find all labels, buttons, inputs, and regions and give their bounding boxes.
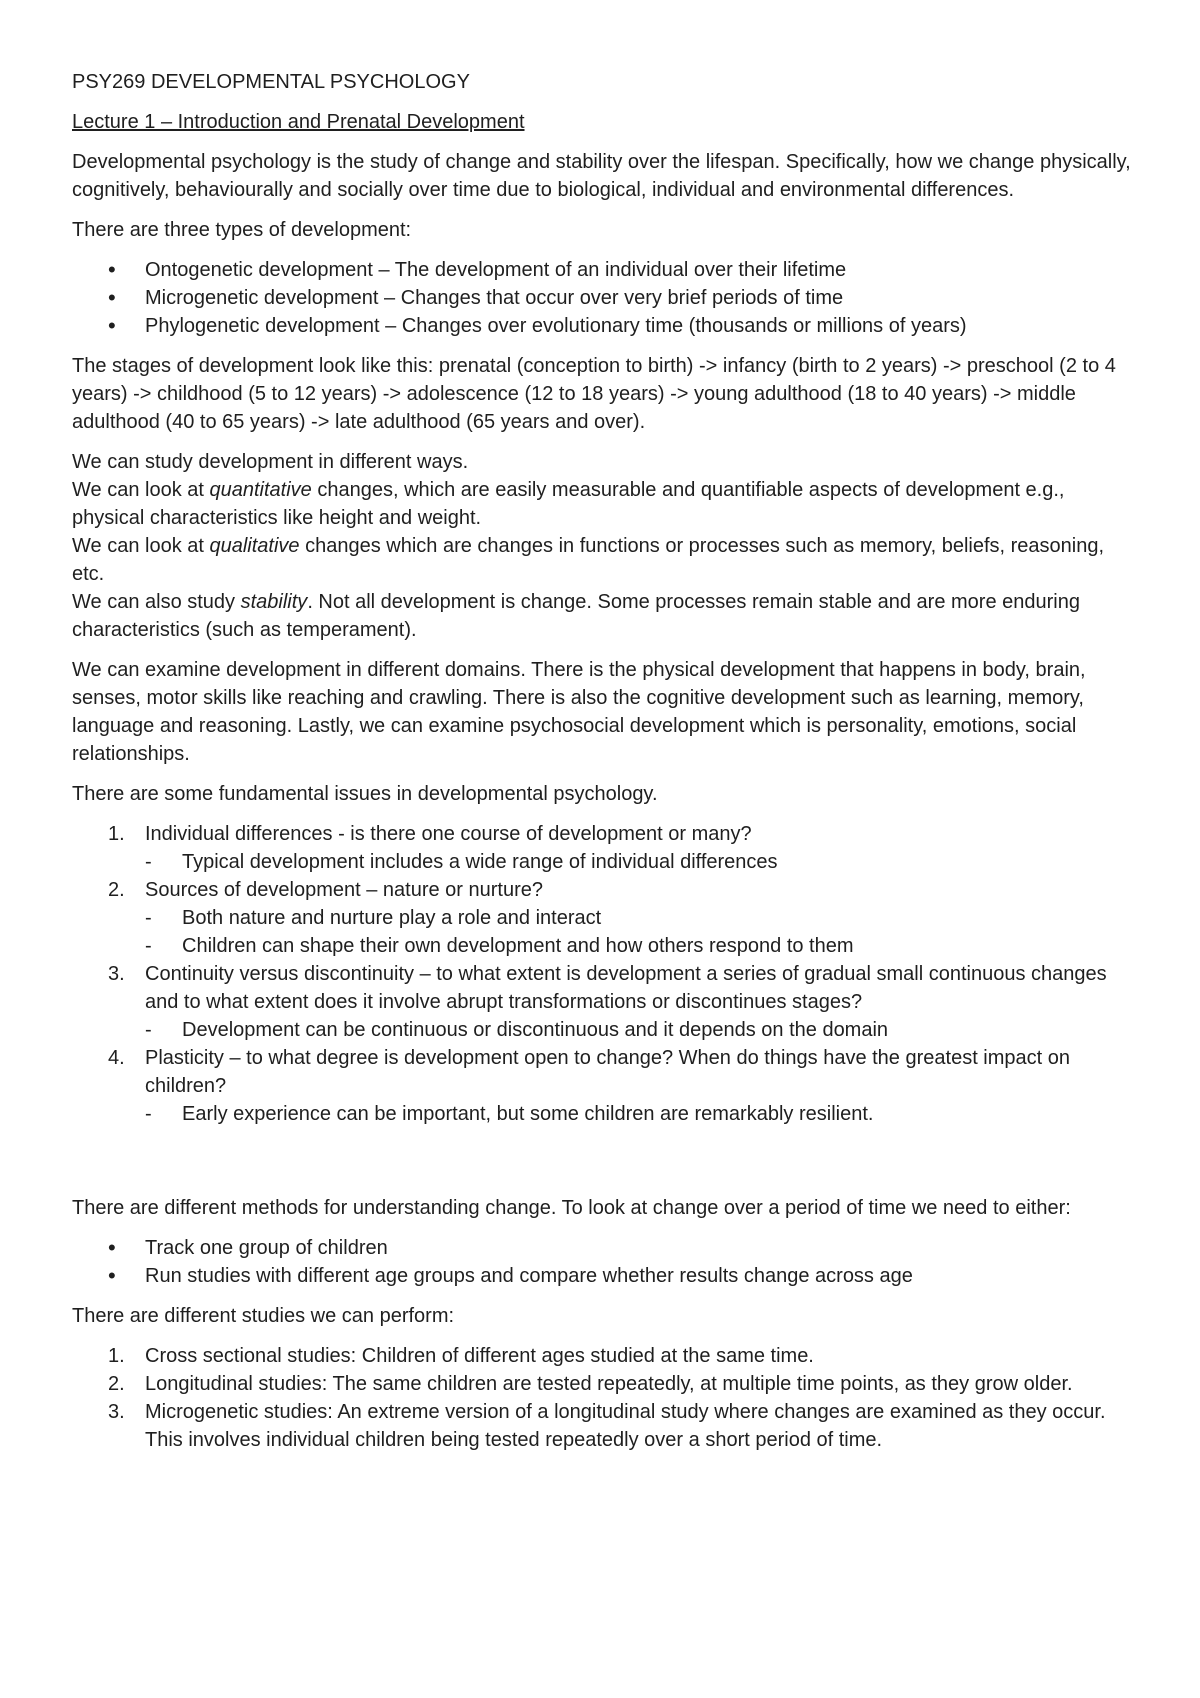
sub-item: - Typical development includes a wide range of individual differences	[145, 848, 1137, 876]
sub-list	[145, 1100, 1137, 1128]
list-item: • Phylogenetic development – Changes over evolutionary time (thousands or millions of years)	[72, 312, 1137, 340]
sub-item: - Children can shape their own development and how others respond to them	[145, 932, 1137, 960]
methods-lead: There are different methods for understanding change. To look at change over a period of time we need to either:	[72, 1197, 1071, 1219]
ways-line: We can study development in different ways.	[72, 451, 469, 473]
list-item: 3. Microgenetic studies: An extreme version of a longitudinal study where changes are examined as they occur. This involves individual children being tested repeatedly over a short period of time.	[108, 1401, 1106, 1451]
types-list	[72, 256, 1137, 340]
lecture-heading: Lecture 1 – Introduction and Prenatal Development	[72, 111, 525, 133]
types-lead: There are three types of development:	[72, 219, 412, 241]
methods-list	[72, 1234, 1137, 1290]
sub-list	[145, 1016, 1137, 1044]
list-item: 2. Sources of development – nature or nurture? - Both nature and nurture play a role and interact - Children can shape their own development and how others respond to them	[72, 876, 1137, 960]
list-item: • Microgenetic development – Changes that occur over very brief periods of time	[72, 284, 1137, 312]
intro-paragraph: Developmental psychology is the study of change and stability over the lifespan. Specifically, how we change physically, cognitively, behaviourally and socially over time due to biological, individual and environmental differences.	[72, 151, 1131, 201]
quantitative-line: We can look at quantitative changes, which are easily measurable and quantifiable aspects of development e.g., physical characteristics like height and weight.	[72, 479, 1065, 529]
list-item: 2. Longitudinal studies: The same children are tested repeatedly, at multiple time points, as they grow older.	[108, 1373, 1073, 1395]
list-item: 4. Plasticity – to what degree is development open to change? When do things have the greatest impact on children? - Early experience can be important, but some children are remarkably resilient.	[72, 1044, 1137, 1128]
sub-item: - Early experience can be important, but some children are remarkably resilient.	[145, 1100, 1137, 1128]
ways-block	[72, 448, 1137, 644]
stages-paragraph: The stages of development look like this: prenatal (conception to birth) -> infancy (birth to 2 years) -> preschool (2 to 4 years) -> childhood (5 to 12 years) -> adolescence (12 to 18 years) -> young adulthood (18 to 40 years) -> middle adulthood (40 to 65 years) -> late adulthood (65 years and over).	[72, 355, 1116, 433]
issues-lead: There are some fundamental issues in developmental psychology.	[72, 783, 658, 805]
list-item: 1. Cross sectional studies: Children of different ages studied at the same time.	[108, 1345, 814, 1367]
list-item: • Ontogenetic development – The development of an individual over their lifetime	[72, 256, 1137, 284]
issues-list	[72, 820, 1137, 1128]
spacer	[72, 1140, 1137, 1194]
studies-lead: There are different studies we can perform:	[72, 1305, 455, 1327]
stability-line: We can also study stability. Not all development is change. Some processes remain stable and are more enduring characteristics (such as temperament).	[72, 591, 1080, 641]
studies-list	[72, 1342, 1137, 1454]
sub-item: - Both nature and nurture play a role and interact	[145, 904, 1137, 932]
qualitative-line: We can look at qualitative changes which are changes in functions or processes such as memory, beliefs, reasoning, etc.	[72, 535, 1105, 585]
list-item: • Run studies with different age groups and compare whether results change across age	[72, 1262, 1137, 1290]
document-title: PSY269 DEVELOPMENTAL PSYCHOLOGY	[72, 71, 470, 93]
list-item: • Track one group of children	[72, 1234, 1137, 1262]
document-page	[72, 68, 1137, 1466]
domains-paragraph: We can examine development in different domains. There is the physical development that happens in body, brain, senses, motor skills like reaching and crawling. There is also the cognitive development such as learning, memory, language and reasoning. Lastly, we can examine psychosocial development which is personality, emotions, social relationships.	[72, 659, 1086, 765]
sub-list	[145, 904, 1137, 960]
sub-item: - Development can be continuous or discontinuous and it depends on the domain	[145, 1016, 1137, 1044]
sub-list	[145, 848, 1137, 876]
list-item: 1. Individual differences - is there one course of development or many? - Typical development includes a wide range of individual differences	[72, 820, 1137, 876]
list-item: 3. Continuity versus discontinuity – to what extent is development a series of gradual small continuous changes and to what extent does it involve abrupt transformations or discontinues stages? - Development can be continuous or discontinuous and it depends on the domain	[72, 960, 1137, 1044]
